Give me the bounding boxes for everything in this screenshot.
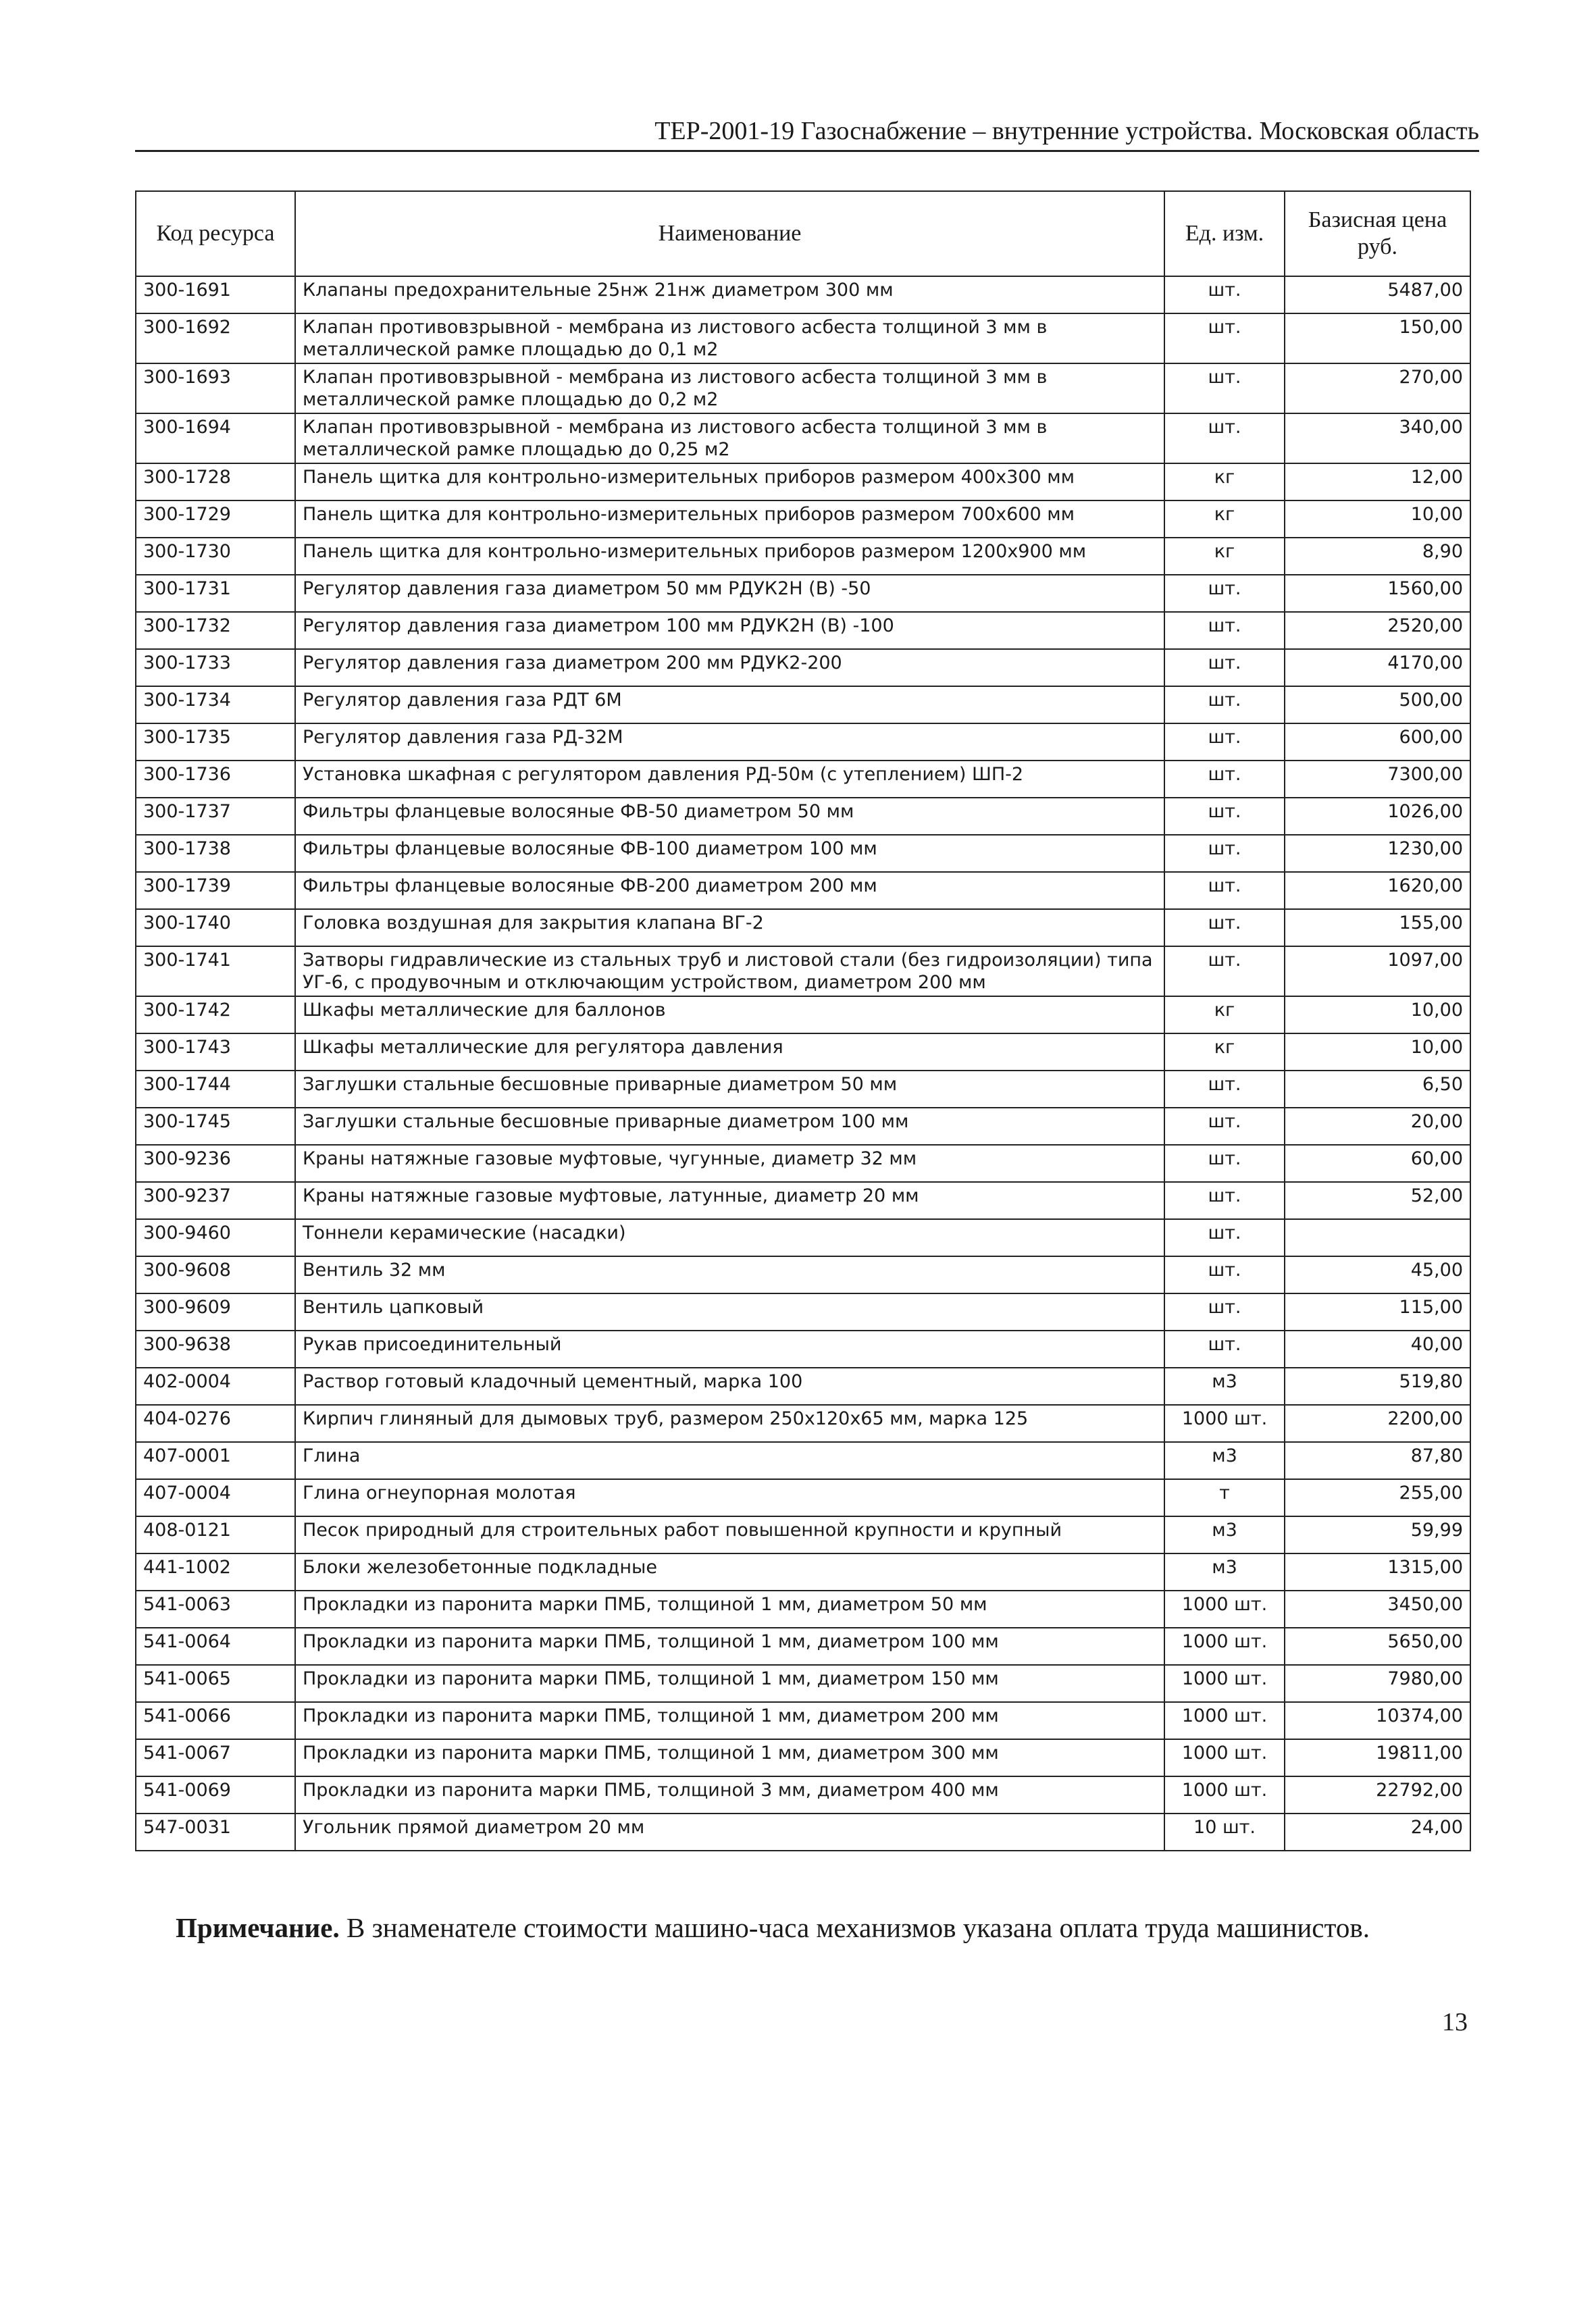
resource-price-table-container [135,190,1470,1851]
cell-name: Регулятор давления газа диаметром 100 мм РДУК2Н (В) -100 [295,612,1164,649]
table-row [136,1628,1470,1665]
cell-code: 541-0066 [136,1702,295,1739]
cell-unit: шт. [1164,276,1285,313]
cell-code: 300-9609 [136,1293,295,1331]
cell-price: 3450,00 [1285,1591,1470,1628]
cell-unit: 1000 шт. [1164,1628,1285,1665]
cell-price: 24,00 [1285,1814,1470,1851]
table-row [136,1033,1470,1071]
cell-unit: м3 [1164,1516,1285,1553]
cell-price: 19811,00 [1285,1739,1470,1776]
cell-price: 519,80 [1285,1368,1470,1405]
cell-unit: шт. [1164,798,1285,835]
table-row [136,1665,1470,1702]
table-row [136,1368,1470,1405]
cell-unit: 1000 шт. [1164,1739,1285,1776]
footnote [176,1911,1493,1944]
footnote-text: В знаменателе стоимости машино-часа механизмов указана оплата труда машинистов. [339,1912,1370,1943]
cell-price: 45,00 [1285,1256,1470,1293]
cell-code: 300-1741 [136,946,295,996]
cell-unit: 1000 шт. [1164,1776,1285,1814]
cell-price: 500,00 [1285,686,1470,723]
cell-code: 300-1731 [136,575,295,612]
cell-unit: шт. [1164,649,1285,686]
cell-unit: шт. [1164,909,1285,946]
cell-code: 407-0004 [136,1479,295,1516]
cell-unit: кг [1164,538,1285,575]
cell-price: 1230,00 [1285,835,1470,872]
cell-price: 10374,00 [1285,1702,1470,1739]
cell-code: 404-0276 [136,1405,295,1442]
cell-unit: т [1164,1479,1285,1516]
cell-price: 6,50 [1285,1071,1470,1108]
cell-code: 300-1691 [136,276,295,313]
cell-name: Тоннели керамические (насадки) [295,1219,1164,1256]
cell-code: 407-0001 [136,1442,295,1479]
cell-code: 300-1739 [136,872,295,909]
table-body [136,276,1470,1851]
table-row [136,1145,1470,1182]
cell-price: 7980,00 [1285,1665,1470,1702]
cell-code: 300-1744 [136,1071,295,1108]
cell-name: Блоки железобетонные подкладные [295,1553,1164,1591]
cell-name: Краны натяжные газовые муфтовые, латунные, диаметр 20 мм [295,1182,1164,1219]
cell-code: 300-9237 [136,1182,295,1219]
cell-code: 300-1745 [136,1108,295,1145]
cell-unit: шт. [1164,1145,1285,1182]
table-row [136,761,1470,798]
table-row [136,872,1470,909]
cell-price [1285,1219,1470,1256]
table-row [136,1331,1470,1368]
cell-name: Угольник прямой диаметром 20 мм [295,1814,1164,1851]
table-row [136,413,1470,463]
cell-unit: 1000 шт. [1164,1665,1285,1702]
cell-code: 300-1733 [136,649,295,686]
cell-name: Клапаны предохранительные 25нж 21нж диаметром 300 мм [295,276,1164,313]
cell-price: 8,90 [1285,538,1470,575]
cell-code: 300-1743 [136,1033,295,1071]
cell-code: 300-9638 [136,1331,295,1368]
cell-price: 12,00 [1285,463,1470,500]
table-row [136,723,1470,761]
cell-unit: шт. [1164,872,1285,909]
cell-code: 541-0069 [136,1776,295,1814]
table-row [136,463,1470,500]
cell-name: Шкафы металлические для регулятора давления [295,1033,1164,1071]
cell-price: 2200,00 [1285,1405,1470,1442]
table-row [136,946,1470,996]
table-row [136,612,1470,649]
cell-code: 547-0031 [136,1814,295,1851]
cell-price: 1097,00 [1285,946,1470,996]
cell-price: 87,80 [1285,1442,1470,1479]
cell-unit: м3 [1164,1442,1285,1479]
table-row [136,538,1470,575]
cell-name: Прокладки из паронита марки ПМБ, толщиной 1 мм, диаметром 150 мм [295,1665,1164,1702]
cell-unit: 1000 шт. [1164,1405,1285,1442]
table-row [136,500,1470,538]
cell-code: 300-1736 [136,761,295,798]
table-row [136,313,1470,363]
cell-price: 40,00 [1285,1331,1470,1368]
cell-unit: шт. [1164,946,1285,996]
cell-unit: шт. [1164,761,1285,798]
cell-price: 600,00 [1285,723,1470,761]
cell-name: Фильтры фланцевые волосяные ФВ-100 диаметром 100 мм [295,835,1164,872]
cell-unit: кг [1164,500,1285,538]
column-header-unit: Ед. изм. [1164,191,1285,276]
cell-name: Прокладки из паронита марки ПМБ, толщиной 1 мм, диаметром 100 мм [295,1628,1164,1665]
cell-price: 20,00 [1285,1108,1470,1145]
cell-price: 7300,00 [1285,761,1470,798]
cell-price: 60,00 [1285,1145,1470,1182]
cell-price: 5650,00 [1285,1628,1470,1665]
cell-unit: 1000 шт. [1164,1591,1285,1628]
column-header-code: Код ресурса [136,191,295,276]
cell-code: 300-1738 [136,835,295,872]
cell-price: 22792,00 [1285,1776,1470,1814]
cell-unit: м3 [1164,1368,1285,1405]
resource-price-table [135,190,1471,1851]
cell-code: 300-1737 [136,798,295,835]
cell-code: 541-0064 [136,1628,295,1665]
column-header-price: Базисная цена руб. [1285,191,1470,276]
cell-unit: шт. [1164,1071,1285,1108]
cell-name: Затворы гидравлические из стальных труб и листовой стали (без гидроизоляции) типа УГ-6, с продувочным и отключающим устройством, диаметром 200 мм [295,946,1164,996]
page-header: ТЕР-2001-19 Газоснабжение – внутренние устройства. Московская область [135,112,1479,152]
cell-code: 541-0067 [136,1739,295,1776]
cell-unit: шт. [1164,686,1285,723]
cell-name: Фильтры фланцевые волосяные ФВ-200 диаметром 200 мм [295,872,1164,909]
cell-unit: шт. [1164,723,1285,761]
cell-name: Клапан противовзрывной - мембрана из листового асбеста толщиной 3 мм в металлической рамке площадью до 0,2 м2 [295,363,1164,413]
cell-unit: шт. [1164,313,1285,363]
cell-code: 300-1728 [136,463,295,500]
cell-unit: шт. [1164,1256,1285,1293]
cell-unit: шт. [1164,1331,1285,1368]
cell-unit: шт. [1164,575,1285,612]
table-row [136,1739,1470,1776]
cell-code: 300-1732 [136,612,295,649]
cell-code: 300-1734 [136,686,295,723]
table-header-row [136,191,1470,276]
cell-code: 402-0004 [136,1368,295,1405]
cell-unit: шт. [1164,1108,1285,1145]
cell-price: 155,00 [1285,909,1470,946]
table-row [136,798,1470,835]
cell-price: 1620,00 [1285,872,1470,909]
cell-unit: шт. [1164,413,1285,463]
cell-price: 270,00 [1285,363,1470,413]
cell-name: Регулятор давления газа РД-32М [295,723,1164,761]
cell-code: 300-1742 [136,996,295,1033]
table-row [136,909,1470,946]
footnote-label: Примечание. [176,1912,340,1943]
page-number: 13 [1442,2008,1468,2036]
cell-name: Установка шкафная с регулятором давления РД-50м (с утеплением) ШП-2 [295,761,1164,798]
table-row [136,649,1470,686]
table-row [136,1405,1470,1442]
cell-unit: кг [1164,996,1285,1033]
cell-price: 10,00 [1285,1033,1470,1071]
table-row [136,1071,1470,1108]
cell-name: Прокладки из паронита марки ПМБ, толщиной 1 мм, диаметром 300 мм [295,1739,1164,1776]
cell-code: 300-1692 [136,313,295,363]
cell-code: 300-9460 [136,1219,295,1256]
cell-name: Головка воздушная для закрытия клапана ВГ-2 [295,909,1164,946]
cell-unit: кг [1164,1033,1285,1071]
table-row [136,276,1470,313]
cell-name: Вентиль цапковый [295,1293,1164,1331]
cell-price: 1560,00 [1285,575,1470,612]
cell-name: Заглушки стальные бесшовные приварные диаметром 50 мм [295,1071,1164,1108]
cell-name: Прокладки из паронита марки ПМБ, толщиной 1 мм, диаметром 200 мм [295,1702,1164,1739]
cell-price: 59,99 [1285,1516,1470,1553]
table-row [136,575,1470,612]
cell-code: 408-0121 [136,1516,295,1553]
cell-name: Глина огнеупорная молотая [295,1479,1164,1516]
cell-name: Прокладки из паронита марки ПМБ, толщиной 1 мм, диаметром 50 мм [295,1591,1164,1628]
cell-price: 340,00 [1285,413,1470,463]
cell-name: Песок природный для строительных работ повышенной крупности и крупный [295,1516,1164,1553]
table-row [136,1814,1470,1851]
cell-name: Панель щитка для контрольно-измерительных приборов размером 700х600 мм [295,500,1164,538]
cell-name: Раствор готовый кладочный цементный, марка 100 [295,1368,1164,1405]
cell-price: 4170,00 [1285,649,1470,686]
cell-price: 115,00 [1285,1293,1470,1331]
cell-name: Клапан противовзрывной - мембрана из листового асбеста толщиной 3 мм в металлической рамке площадью до 0,1 м2 [295,313,1164,363]
table-row [136,996,1470,1033]
cell-code: 300-1730 [136,538,295,575]
table-row [136,686,1470,723]
table-row [136,1516,1470,1553]
cell-code: 541-0065 [136,1665,295,1702]
table-row [136,1182,1470,1219]
cell-code: 541-0063 [136,1591,295,1628]
cell-name: Кирпич глиняный для дымовых труб, размером 250х120х65 мм, марка 125 [295,1405,1164,1442]
cell-name: Регулятор давления газа диаметром 200 мм РДУК2-200 [295,649,1164,686]
cell-price: 1315,00 [1285,1553,1470,1591]
table-row [136,1553,1470,1591]
cell-name: Заглушки стальные бесшовные приварные диаметром 100 мм [295,1108,1164,1145]
cell-price: 10,00 [1285,500,1470,538]
cell-unit: кг [1164,463,1285,500]
cell-price: 2520,00 [1285,612,1470,649]
cell-code: 441-1002 [136,1553,295,1591]
cell-name: Панель щитка для контрольно-измерительных приборов размером 400х300 мм [295,463,1164,500]
cell-unit: шт. [1164,1219,1285,1256]
table-row [136,1591,1470,1628]
cell-code: 300-1729 [136,500,295,538]
cell-price: 52,00 [1285,1182,1470,1219]
cell-name: Прокладки из паронита марки ПМБ, толщиной 3 мм, диаметром 400 мм [295,1776,1164,1814]
cell-name: Глина [295,1442,1164,1479]
cell-name: Клапан противовзрывной - мембрана из листового асбеста толщиной 3 мм в металлической рамке площадью до 0,25 м2 [295,413,1164,463]
cell-name: Краны натяжные газовые муфтовые, чугунные, диаметр 32 мм [295,1145,1164,1182]
column-header-name: Наименование [295,191,1164,276]
cell-name: Регулятор давления газа диаметром 50 мм РДУК2Н (В) -50 [295,575,1164,612]
cell-price: 5487,00 [1285,276,1470,313]
table-row [136,1108,1470,1145]
table-row [136,1256,1470,1293]
table-row [136,1776,1470,1814]
cell-name: Фильтры фланцевые волосяные ФВ-50 диаметром 50 мм [295,798,1164,835]
cell-name: Панель щитка для контрольно-измерительных приборов размером 1200х900 мм [295,538,1164,575]
cell-price: 1026,00 [1285,798,1470,835]
table-row [136,1293,1470,1331]
cell-name: Шкафы металлические для баллонов [295,996,1164,1033]
cell-code: 300-1693 [136,363,295,413]
cell-code: 300-9236 [136,1145,295,1182]
cell-unit: шт. [1164,1182,1285,1219]
table-row [136,1219,1470,1256]
table-row [136,363,1470,413]
cell-price: 255,00 [1285,1479,1470,1516]
cell-unit: шт. [1164,1293,1285,1331]
table-row [136,1442,1470,1479]
cell-unit: шт. [1164,363,1285,413]
cell-unit: шт. [1164,612,1285,649]
cell-code: 300-1694 [136,413,295,463]
cell-name: Регулятор давления газа РДТ 6М [295,686,1164,723]
cell-unit: шт. [1164,835,1285,872]
cell-unit: 1000 шт. [1164,1702,1285,1739]
table-row [136,835,1470,872]
cell-price: 10,00 [1285,996,1470,1033]
cell-code: 300-9608 [136,1256,295,1293]
cell-name: Рукав присоединительный [295,1331,1164,1368]
cell-code: 300-1735 [136,723,295,761]
cell-unit: м3 [1164,1553,1285,1591]
table-row [136,1702,1470,1739]
cell-code: 300-1740 [136,909,295,946]
cell-unit: 10 шт. [1164,1814,1285,1851]
table-row [136,1479,1470,1516]
cell-name: Вентиль 32 мм [295,1256,1164,1293]
cell-price: 150,00 [1285,313,1470,363]
